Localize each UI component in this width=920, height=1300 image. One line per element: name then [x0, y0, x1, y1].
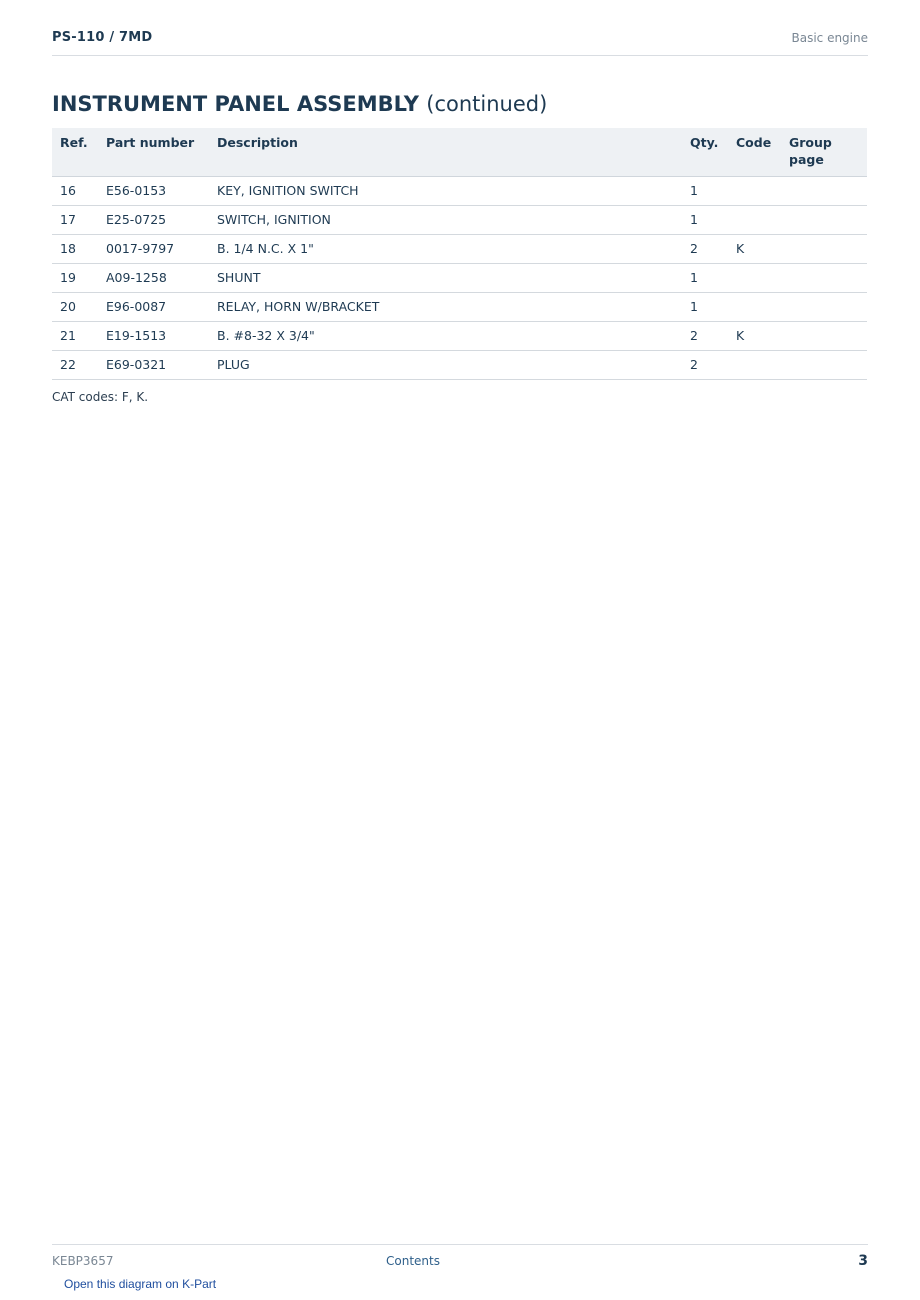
cell-code: [728, 264, 781, 293]
table-row: [52, 235, 867, 264]
cell-qty: 2: [682, 235, 728, 264]
cell-ref: 17: [52, 206, 98, 235]
cell-group-page: [781, 177, 867, 206]
cat-codes-note: CAT codes: F, K.: [52, 390, 149, 404]
cell-description: RELAY, HORN W/BRACKET: [209, 293, 682, 322]
open-kpart-link[interactable]: Open this diagram on K-Part: [64, 1277, 217, 1291]
cell-qty: 2: [682, 351, 728, 380]
cell-group-page: [781, 322, 867, 351]
cell-group-page: [781, 264, 867, 293]
title-main: INSTRUMENT PANEL ASSEMBLY: [52, 92, 419, 116]
cell-part-number: A09-1258: [98, 264, 209, 293]
table-row: [52, 264, 867, 293]
cell-qty: 2: [682, 322, 728, 351]
col-qty-header: Qty.: [682, 128, 728, 177]
col-code-header: Code: [728, 128, 781, 177]
page-header: [52, 28, 868, 56]
parts-table-body: [52, 177, 867, 380]
cell-ref: 22: [52, 351, 98, 380]
section-label: Basic engine: [791, 31, 868, 45]
col-description-header: Description: [209, 128, 682, 177]
cell-description: B. #8-32 X 3/4": [209, 322, 682, 351]
page-number: 3: [858, 1253, 868, 1269]
cell-qty: 1: [682, 206, 728, 235]
cell-group-page: [781, 293, 867, 322]
cell-qty: 1: [682, 293, 728, 322]
cell-description: SWITCH, IGNITION: [209, 206, 682, 235]
parts-table: [52, 128, 867, 380]
cell-description: B. 1/4 N.C. X 1": [209, 235, 682, 264]
cell-part-number: E19-1513: [98, 322, 209, 351]
cell-ref: 21: [52, 322, 98, 351]
col-part-number-header: Part number: [98, 128, 209, 177]
cell-group-page: [781, 206, 867, 235]
cell-code: [728, 206, 781, 235]
cell-ref: 18: [52, 235, 98, 264]
parts-table-header: [52, 128, 867, 177]
header-row: [52, 128, 867, 177]
cell-part-number: E56-0153: [98, 177, 209, 206]
page-footer: [52, 1244, 868, 1275]
model-label: PS-110 / 7MD: [52, 30, 153, 45]
cell-group-page: [781, 351, 867, 380]
cell-code: [728, 177, 781, 206]
cell-qty: 1: [682, 177, 728, 206]
cell-code: K: [728, 322, 781, 351]
table-row: [52, 322, 867, 351]
cell-part-number: E69-0321: [98, 351, 209, 380]
cell-description: SHUNT: [209, 264, 682, 293]
cell-qty: 1: [682, 264, 728, 293]
table-row: [52, 293, 867, 322]
cell-ref: 20: [52, 293, 98, 322]
table-row: [52, 206, 867, 235]
cell-ref: 19: [52, 264, 98, 293]
cell-part-number: E96-0087: [98, 293, 209, 322]
cell-group-page: [781, 235, 867, 264]
cell-description: PLUG: [209, 351, 682, 380]
table-row: [52, 351, 867, 380]
contents-link[interactable]: Contents: [386, 1254, 440, 1268]
col-group-page-header: Group page: [781, 128, 867, 177]
col-ref-header: Ref.: [52, 128, 98, 177]
cell-code: [728, 351, 781, 380]
page-title: [52, 90, 547, 118]
cell-part-number: 0017-9797: [98, 235, 209, 264]
table-row: [52, 177, 867, 206]
cell-part-number: E25-0725: [98, 206, 209, 235]
cell-code: K: [728, 235, 781, 264]
cell-code: [728, 293, 781, 322]
cell-ref: 16: [52, 177, 98, 206]
document-id: KEBP3657: [52, 1254, 114, 1268]
cell-description: KEY, IGNITION SWITCH: [209, 177, 682, 206]
title-continued: (continued): [426, 92, 548, 116]
